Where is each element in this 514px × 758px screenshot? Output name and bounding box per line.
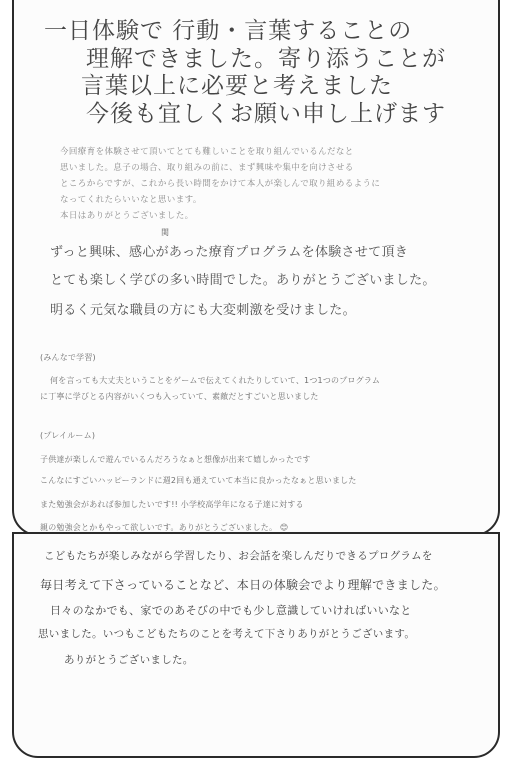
group-line-1: 何を言っても大丈夫ということをゲームで伝えてくれたりしていて、1つ1つのプログラム — [50, 376, 381, 385]
section-label-play: (プレイルーム) — [40, 431, 96, 440]
feedback-card-top — [12, 0, 500, 536]
bottom-line-1: こどもたちが楽しみながら学習したり、お会話を楽しんだりできるプログラムを — [44, 550, 433, 562]
headline-line-3: 言葉以上に必要と考えました — [81, 73, 393, 99]
faint-line-3: ところからですが、これから長い時間をかけて本人が楽しんで取り組めるように — [60, 179, 381, 189]
bottom-line-5: ありがとうございました。 — [64, 654, 194, 666]
faint-line-2: 思いました。息子の場合、取り組みの前に、まず興味や集中を向けさせる — [60, 163, 354, 173]
section-label-group: (みんなで学習) — [40, 353, 96, 362]
middle-line-1: ずっと興味、感心があった療育プログラムを体験させて頂き — [50, 245, 409, 260]
faint-line-5: 本日はありがとうございました。 — [60, 211, 194, 221]
faint-line-4: なってくれたらいいなと思います。 — [60, 195, 202, 205]
middle-line-3: 明るく元気な職員の方にも大変刺激を受けました。 — [50, 303, 356, 318]
bottom-line-3: 日々のなかでも、家でのあそびの中でも少し意識していければいいなと — [50, 604, 412, 617]
play-line-3: また勉強会があれば参加したいです!! 小学校高学年になる子達に対する — [40, 500, 304, 509]
group-line-2: に丁寧に学びとる内容がいくつも入っていて、素敵だとすごいと思いました — [40, 392, 319, 401]
ruby-correction: 関 — [161, 228, 169, 237]
bottom-line-2: 毎日考えて下さっていることなど、本日の体験会でより理解できました。 — [40, 578, 446, 592]
headline-line-2: 理解できました。寄り添うことが — [86, 46, 446, 72]
play-line-4-text: 親の勉強会とかもやって欲しいです。ありがとうございました。 — [40, 523, 278, 532]
headline-line-4: 今後も宜しくお願い申し上げます — [86, 101, 446, 127]
headline-line-1: 一日体験で 行動・言葉することの — [44, 18, 413, 44]
smiley-doodle-icon: 😊 — [279, 523, 289, 532]
bottom-line-4: 思いました。いつもこどもたちのことを考えて下さりありがとうございます。 — [38, 628, 416, 640]
faint-line-1: 今回療育を体験させて頂いてとても難しいことを取り組んでいるんだなと — [60, 147, 354, 157]
play-line-2: こんなにすごいハッピーランドに週2回も通えていて本当に良かったなぁと思いました — [40, 476, 357, 485]
feedback-card-bottom — [12, 532, 500, 758]
middle-line-2: とても楽しく学びの多い時間でした。ありがとうございました。 — [50, 273, 436, 288]
play-line-1: 子供達が楽しんで遊んでいるんだろうなぁと想像が出来て嬉しかったです — [40, 455, 311, 464]
